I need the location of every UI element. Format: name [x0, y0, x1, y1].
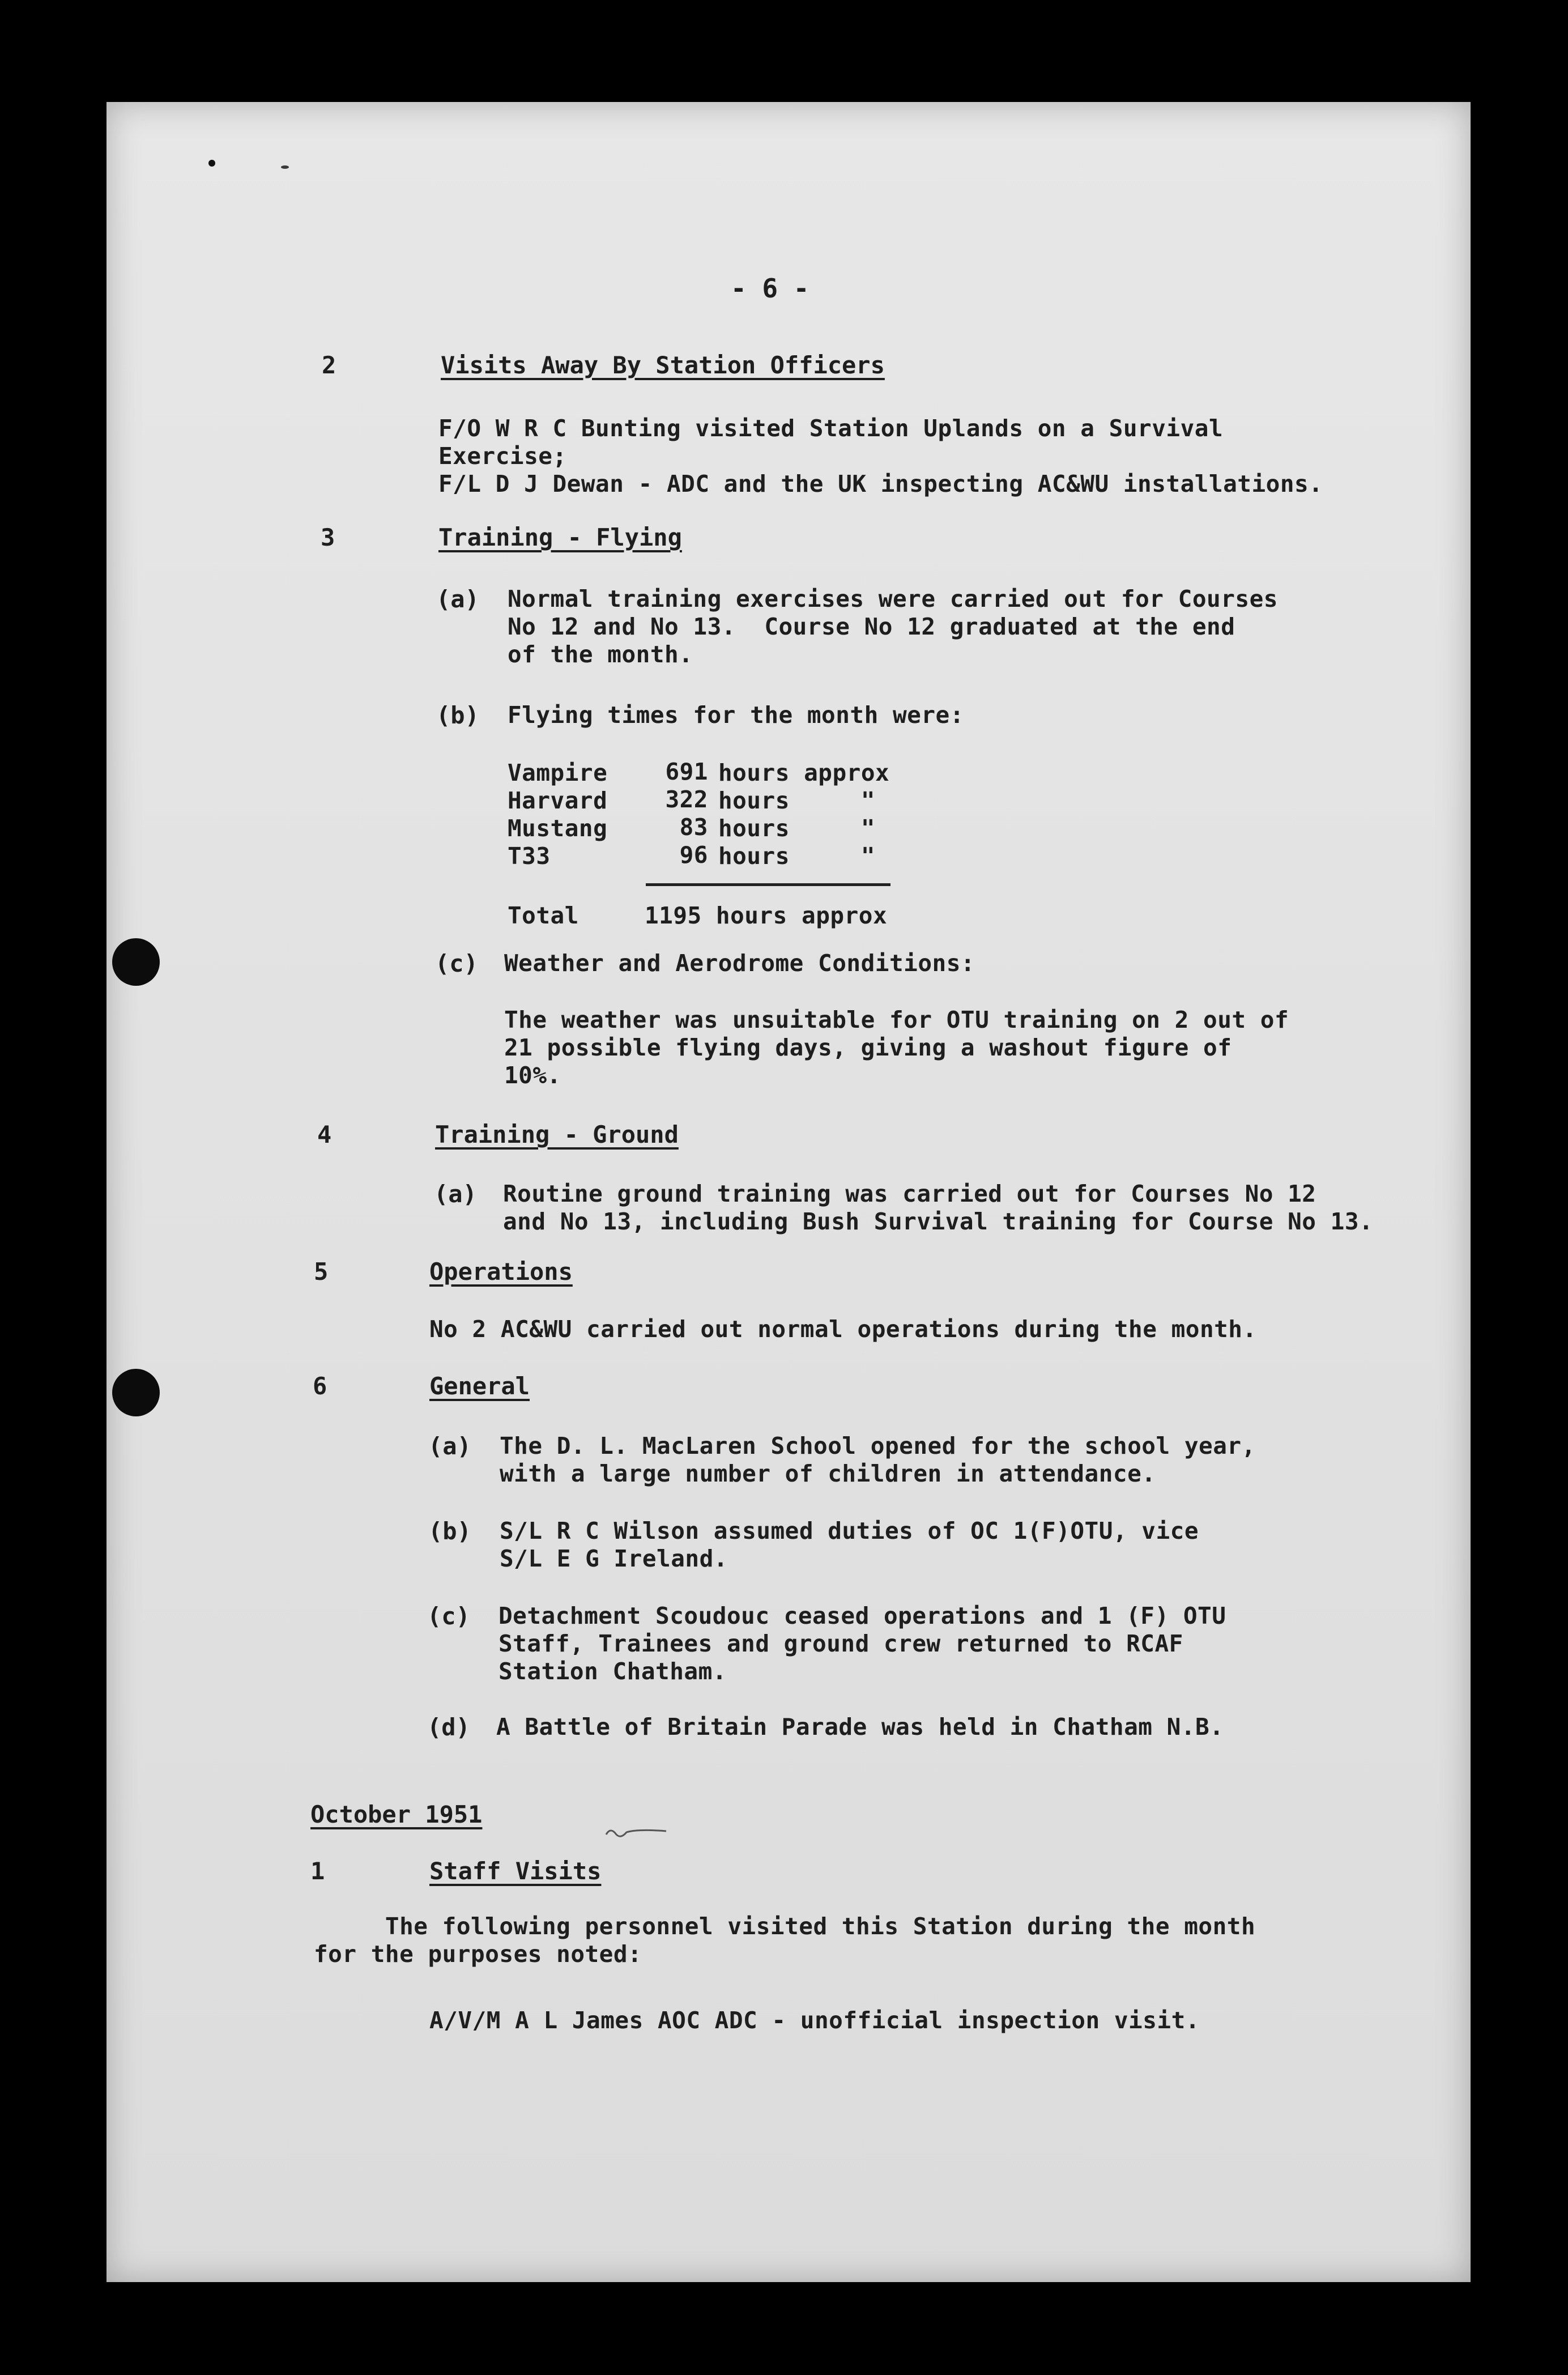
item-text-3c: The weather was unsuitable for OTU training on 2 out of 21 possible flying days, giving a washout figure of 10%.	[504, 1006, 1289, 1089]
total-rule	[646, 883, 890, 886]
item-label-6a: (a)	[428, 1432, 471, 1460]
item-label-4a: (a)	[434, 1180, 477, 1208]
october-heading: October 1951	[310, 1801, 483, 1828]
item-text-6a: The D. L. MacLaren School opened for the school year, with a large number of children in attendance.	[500, 1432, 1256, 1487]
punch-hole-bottom	[112, 1369, 160, 1416]
item-text-3a: Normal training exercises were carried out for Courses No 12 and No 13. Course No 12 graduated at the end of the month.	[508, 585, 1278, 668]
item-text-6d: A Battle of Britain Parade was held in Chatham N.B.	[496, 1713, 1224, 1740]
aircraft-name: Vampire	[508, 759, 608, 786]
section-heading-training-ground: Training - Ground	[435, 1121, 679, 1148]
item-text-3b: Flying times for the month were:	[508, 701, 964, 729]
item-heading-3c: Weather and Aerodrome Conditions:	[504, 950, 975, 977]
section-number-6: 6	[313, 1372, 327, 1400]
item-text-4a: Routine ground training was carried out for Courses No 12 and No 13, including Bush Survival training for Course No 13.	[503, 1180, 1374, 1235]
aircraft-hours: 691	[665, 758, 708, 785]
section-heading-visits-away: Visits Away By Station Officers	[441, 351, 885, 379]
item-label-6b: (b)	[428, 1517, 471, 1545]
item-text-6b: S/L R C Wilson assumed duties of OC 1(F)OTU, vice S/L E G Ireland.	[500, 1517, 1199, 1572]
item-label-3b: (b)	[436, 701, 479, 729]
section-heading-general: General	[429, 1372, 530, 1400]
section-number-3: 3	[321, 523, 335, 551]
document-page	[106, 102, 1471, 2282]
film-speck	[208, 160, 215, 167]
aircraft-hours: 83	[679, 814, 708, 841]
aircraft-name: Mustang	[508, 815, 608, 842]
aircraft-unit: hours approx	[718, 759, 890, 786]
item-label-6c: (c)	[427, 1602, 470, 1630]
section-number-4: 4	[317, 1121, 332, 1148]
aircraft-name: T33	[508, 842, 551, 870]
section-heading-operations: Operations	[429, 1258, 573, 1286]
aircraft-unit: hours "	[718, 787, 876, 814]
staff-visits-heading: Staff Visits	[429, 1857, 602, 1885]
staff-visits-text: The following personnel visited this Station during the month for the purposes noted:	[314, 1913, 1256, 1968]
october-item-number: 1	[310, 1857, 325, 1885]
total-label: Total	[508, 902, 579, 929]
section-heading-training-flying: Training - Flying	[438, 523, 682, 551]
visits-line-2: Exercise;	[438, 442, 567, 470]
aircraft-name: Harvard	[508, 787, 608, 814]
page-number: - 6 -	[731, 273, 809, 304]
film-speck	[281, 165, 289, 169]
aircraft-hours: 96	[679, 841, 708, 869]
item-label-6d: (d)	[427, 1713, 470, 1741]
total-value: 1195 hours approx	[645, 902, 888, 929]
aircraft-unit: hours "	[718, 815, 876, 842]
pencil-mark-icon	[604, 1821, 672, 1844]
aircraft-hours: 322	[665, 786, 708, 813]
section-number-5: 5	[314, 1258, 329, 1286]
item-label-3c: (c)	[435, 950, 478, 977]
item-label-3a: (a)	[436, 585, 479, 613]
item-text-6c: Detachment Scoudouc ceased operations and 1 (F) OTU Staff, Trainees and ground crew returned to RCAF Station Chatham.	[498, 1602, 1226, 1685]
staff-visit-entry: A/V/M A L James AOC ADC - unofficial inspection visit.	[429, 2007, 1200, 2034]
punch-hole-top	[112, 938, 160, 986]
visits-line-3: F/L D J Dewan - ADC and the UK inspecting AC&WU installations.	[438, 470, 1323, 497]
visits-line-1: F/O W R C Bunting visited Station Uplands on a Survival	[438, 415, 1224, 442]
aircraft-unit: hours "	[718, 842, 876, 870]
operations-text: No 2 AC&WU carried out normal operations during the month.	[429, 1316, 1257, 1343]
section-number-2: 2	[322, 351, 336, 379]
